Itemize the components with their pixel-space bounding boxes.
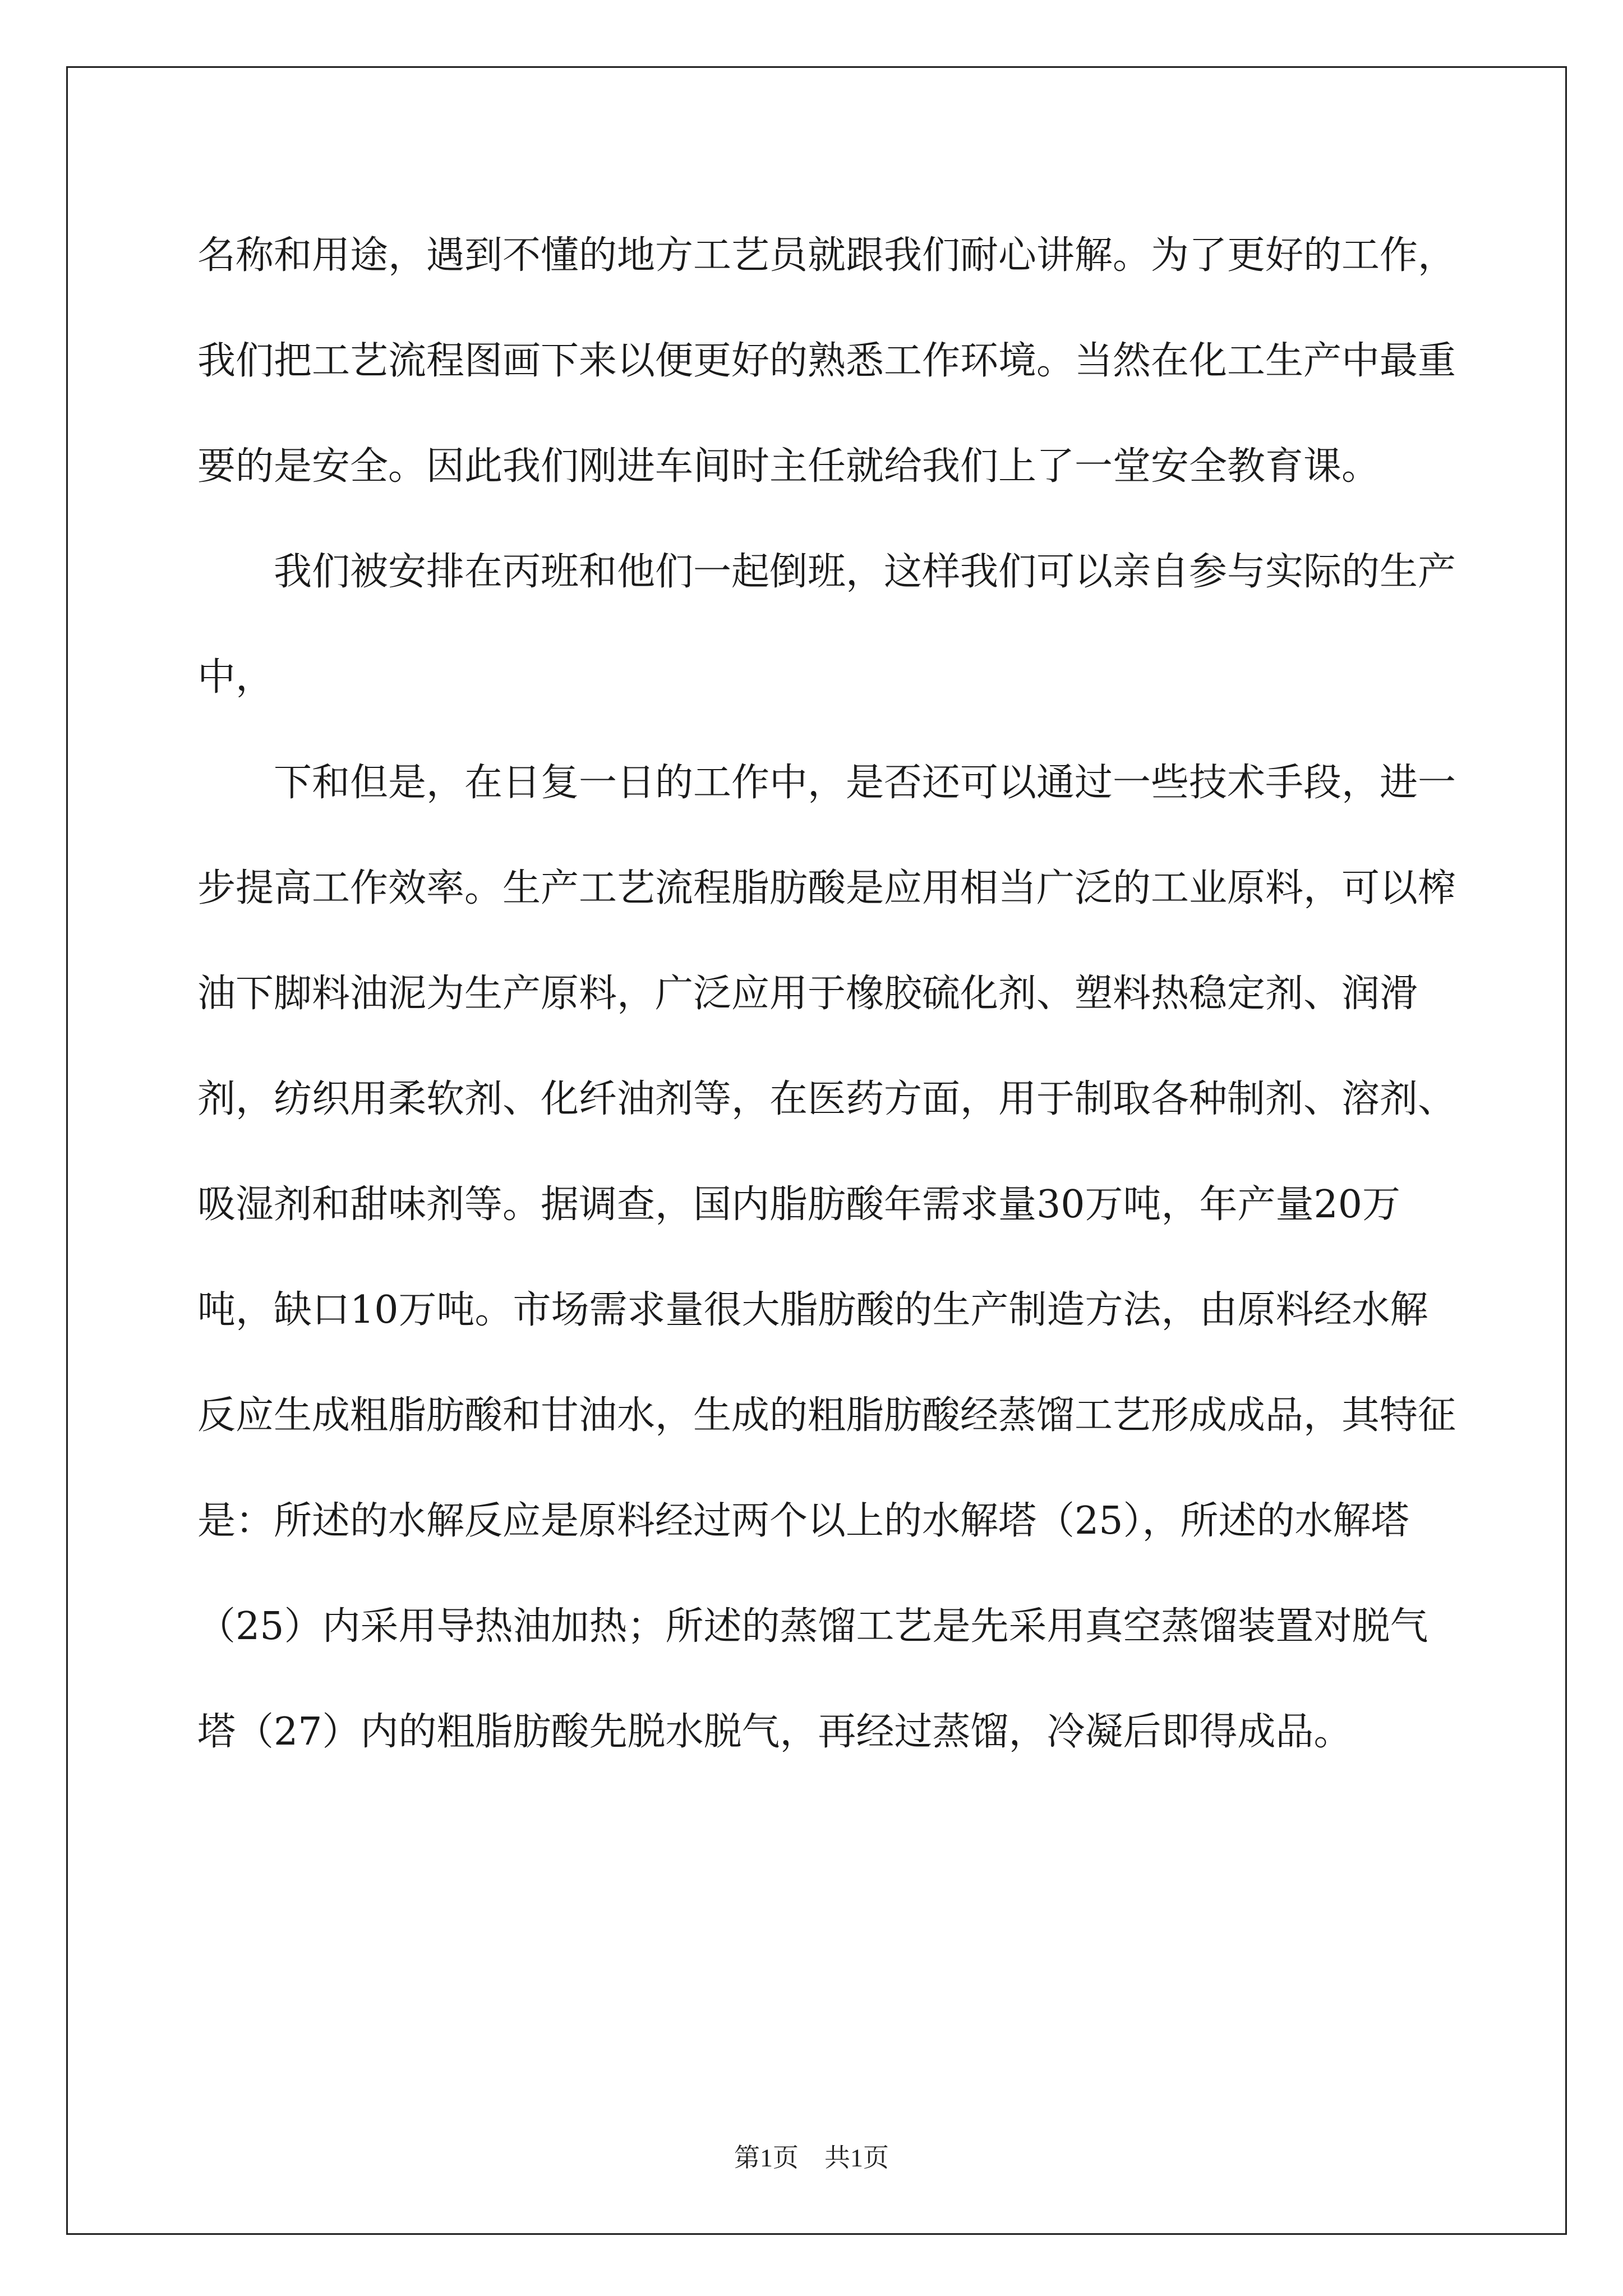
paragraph-shift-arrangement: 我们被安排在丙班和他们一起倒班，这样我们可以亲自参与实际的生产中，	[197, 550, 1456, 700]
paragraph-continuation: 名称和用途，遇到不懂的地方工艺员就跟我们耐心讲解。为了更好的工作，我们把工艺流程图画下来以便更好的熟悉工作环境。当然在化工生产中最重要的是安全。因此我们刚进车间时主任就给我们上了一堂安全教育课。	[197, 233, 1456, 489]
page-number-footer: 第1页 共1页	[734, 2143, 889, 2172]
paragraph-fatty-acid-process: 下和但是，在日复一日的工作中，是否还可以通过一些技术手段，进一步提高工作效率。生产工艺流程脂肪酸是应用相当广泛的工业原料，可以榨油下脚料油泥为生产原料，广泛应用于橡胶硫化剂、塑料热稳定剂、润滑剂，纺织用柔软剂、化纤油剂等，在医药方面，用于制取各种制剂、溶剂、吸湿剂和甜味剂等。据调查，国内脂肪酸年需求量30万吨，年产量20万吨，缺口10万吨。市场需求量很大脂肪酸的生产制造方法，由原料经水解反应生成粗脂肪酸和甘油水，生成的粗脂肪酸经蒸馏工艺形成成品，其特征是：所述的水解反应是原料经过两个以上的水解塔（25），所述的水解塔（25）内采用导热油加热；所述的蒸馏工艺是先采用真空蒸馏装置对脱气塔（27）内的粗脂肪酸先脱水脱气，再经过蒸馏，冷凝后即得成品。	[197, 761, 1456, 1754]
document-body	[197, 203, 1459, 1785]
